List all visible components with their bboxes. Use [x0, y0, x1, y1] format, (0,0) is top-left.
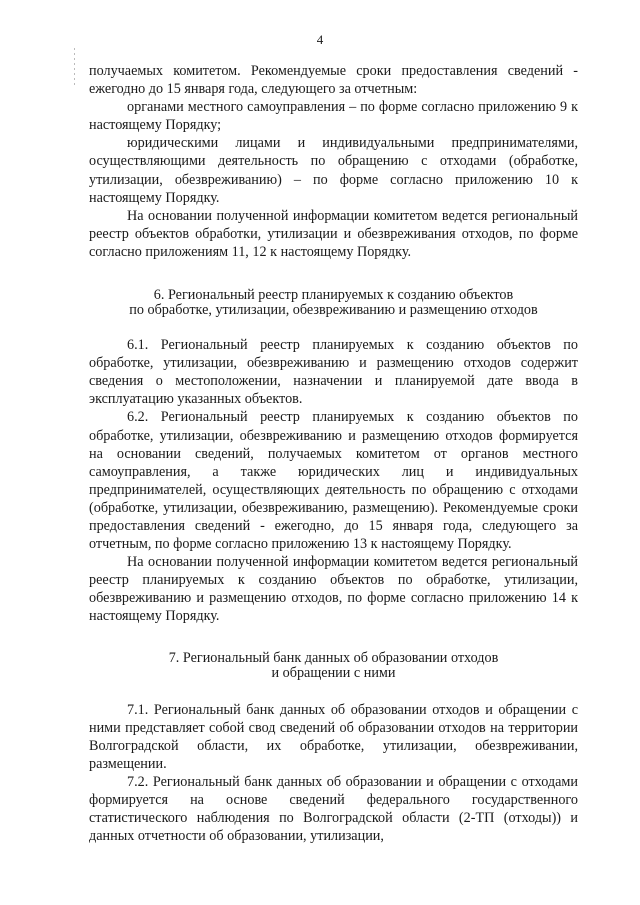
paragraph-registry-basis: На основании полученной информации комитетом ведется региональный реестр объектов обработки, утилизации и обезвреживания отходов, по форме согласно приложениям 11, 12 к настоящему Порядку.: [89, 207, 578, 260]
section-7-heading: [89, 651, 578, 681]
paragraph-local-authorities: органами местного самоуправления – по форме согласно приложению 9 к настоящему Порядку;: [89, 99, 578, 134]
section-7-title-line2: и обращении с ними: [271, 664, 396, 681]
paragraph-7-2: 7.2. Региональный банк данных об образовании и обращении с отходами формируется на основе сведений федерального государственного статистического наблюдения по Волгоградской области (2-ТП (отходы)) и данных отчетности об образовании, утилизации,: [89, 773, 578, 845]
scan-edge-mark: [74, 48, 75, 88]
section-6-title-line2: по обработке, утилизации, обезвреживанию и размещению отходов: [129, 302, 538, 319]
paragraph-6-registry: На основании полученной информации комитетом ведется региональный реестр планируемых к созданию объектов по обработке, утилизации, обезвреживанию и размещению отходов, по форме согласно приложению 14 к настоящему Порядку.: [89, 554, 578, 625]
document-body: [89, 62, 578, 845]
paragraph-7-1: 7.1. Региональный банк данных об образовании отходов и обращении с ними представляет собой свод сведений об образовании отходов на территории Волгоградской области, их обработке, утилизации, обезвреживании, размещении.: [89, 701, 578, 772]
paragraph-6-2: 6.2. Региональный реестр планируемых к созданию объектов по обработке, утилизации, обезвреживанию и размещению отходов формируется на основании сведений, получаемых комитетом от органов местного самоуправления, а также юридических лиц и индивидуальных предпринимателей, осуществляющих деятельность по обращению с отходами (обработке, утилизации, обезвреживанию, размещению). Рекомендуемые сроки предоставления сведений - ежегодно, до 15 января года, следующего за отчетным, по форме согласно приложению 13 к настоящему Порядку.: [89, 409, 578, 553]
section-6-title-line1: 6. Региональный реестр планируемых к созданию объектов: [153, 287, 514, 304]
paragraph-legal-entities: юридическими лицами и индивидуальными предпринимателями, осуществляющими деятельность по обращению с отходами (обработке, утилизации, обезвреживанию) – по форме согласно приложению 10 к настоящему Порядку.: [89, 135, 578, 206]
section-7-title-line1: 7. Региональный банк данных об образовании отходов: [168, 649, 499, 666]
section-6-heading: [89, 288, 578, 318]
page-number: 4: [316, 32, 324, 47]
paragraph-6-1: 6.1. Региональный реестр планируемых к созданию объектов по обработке, утилизации, обезвреживанию и размещению отходов содержит сведения о местоположении, назначении и планируемой дате ввода в эксплуатацию указанных объектов.: [89, 337, 578, 408]
paragraph-intro-continuation: получаемых комитетом. Рекомендуемые сроки предоставления сведений - ежегодно до 15 января года, следующего за отчетным:: [89, 63, 578, 98]
